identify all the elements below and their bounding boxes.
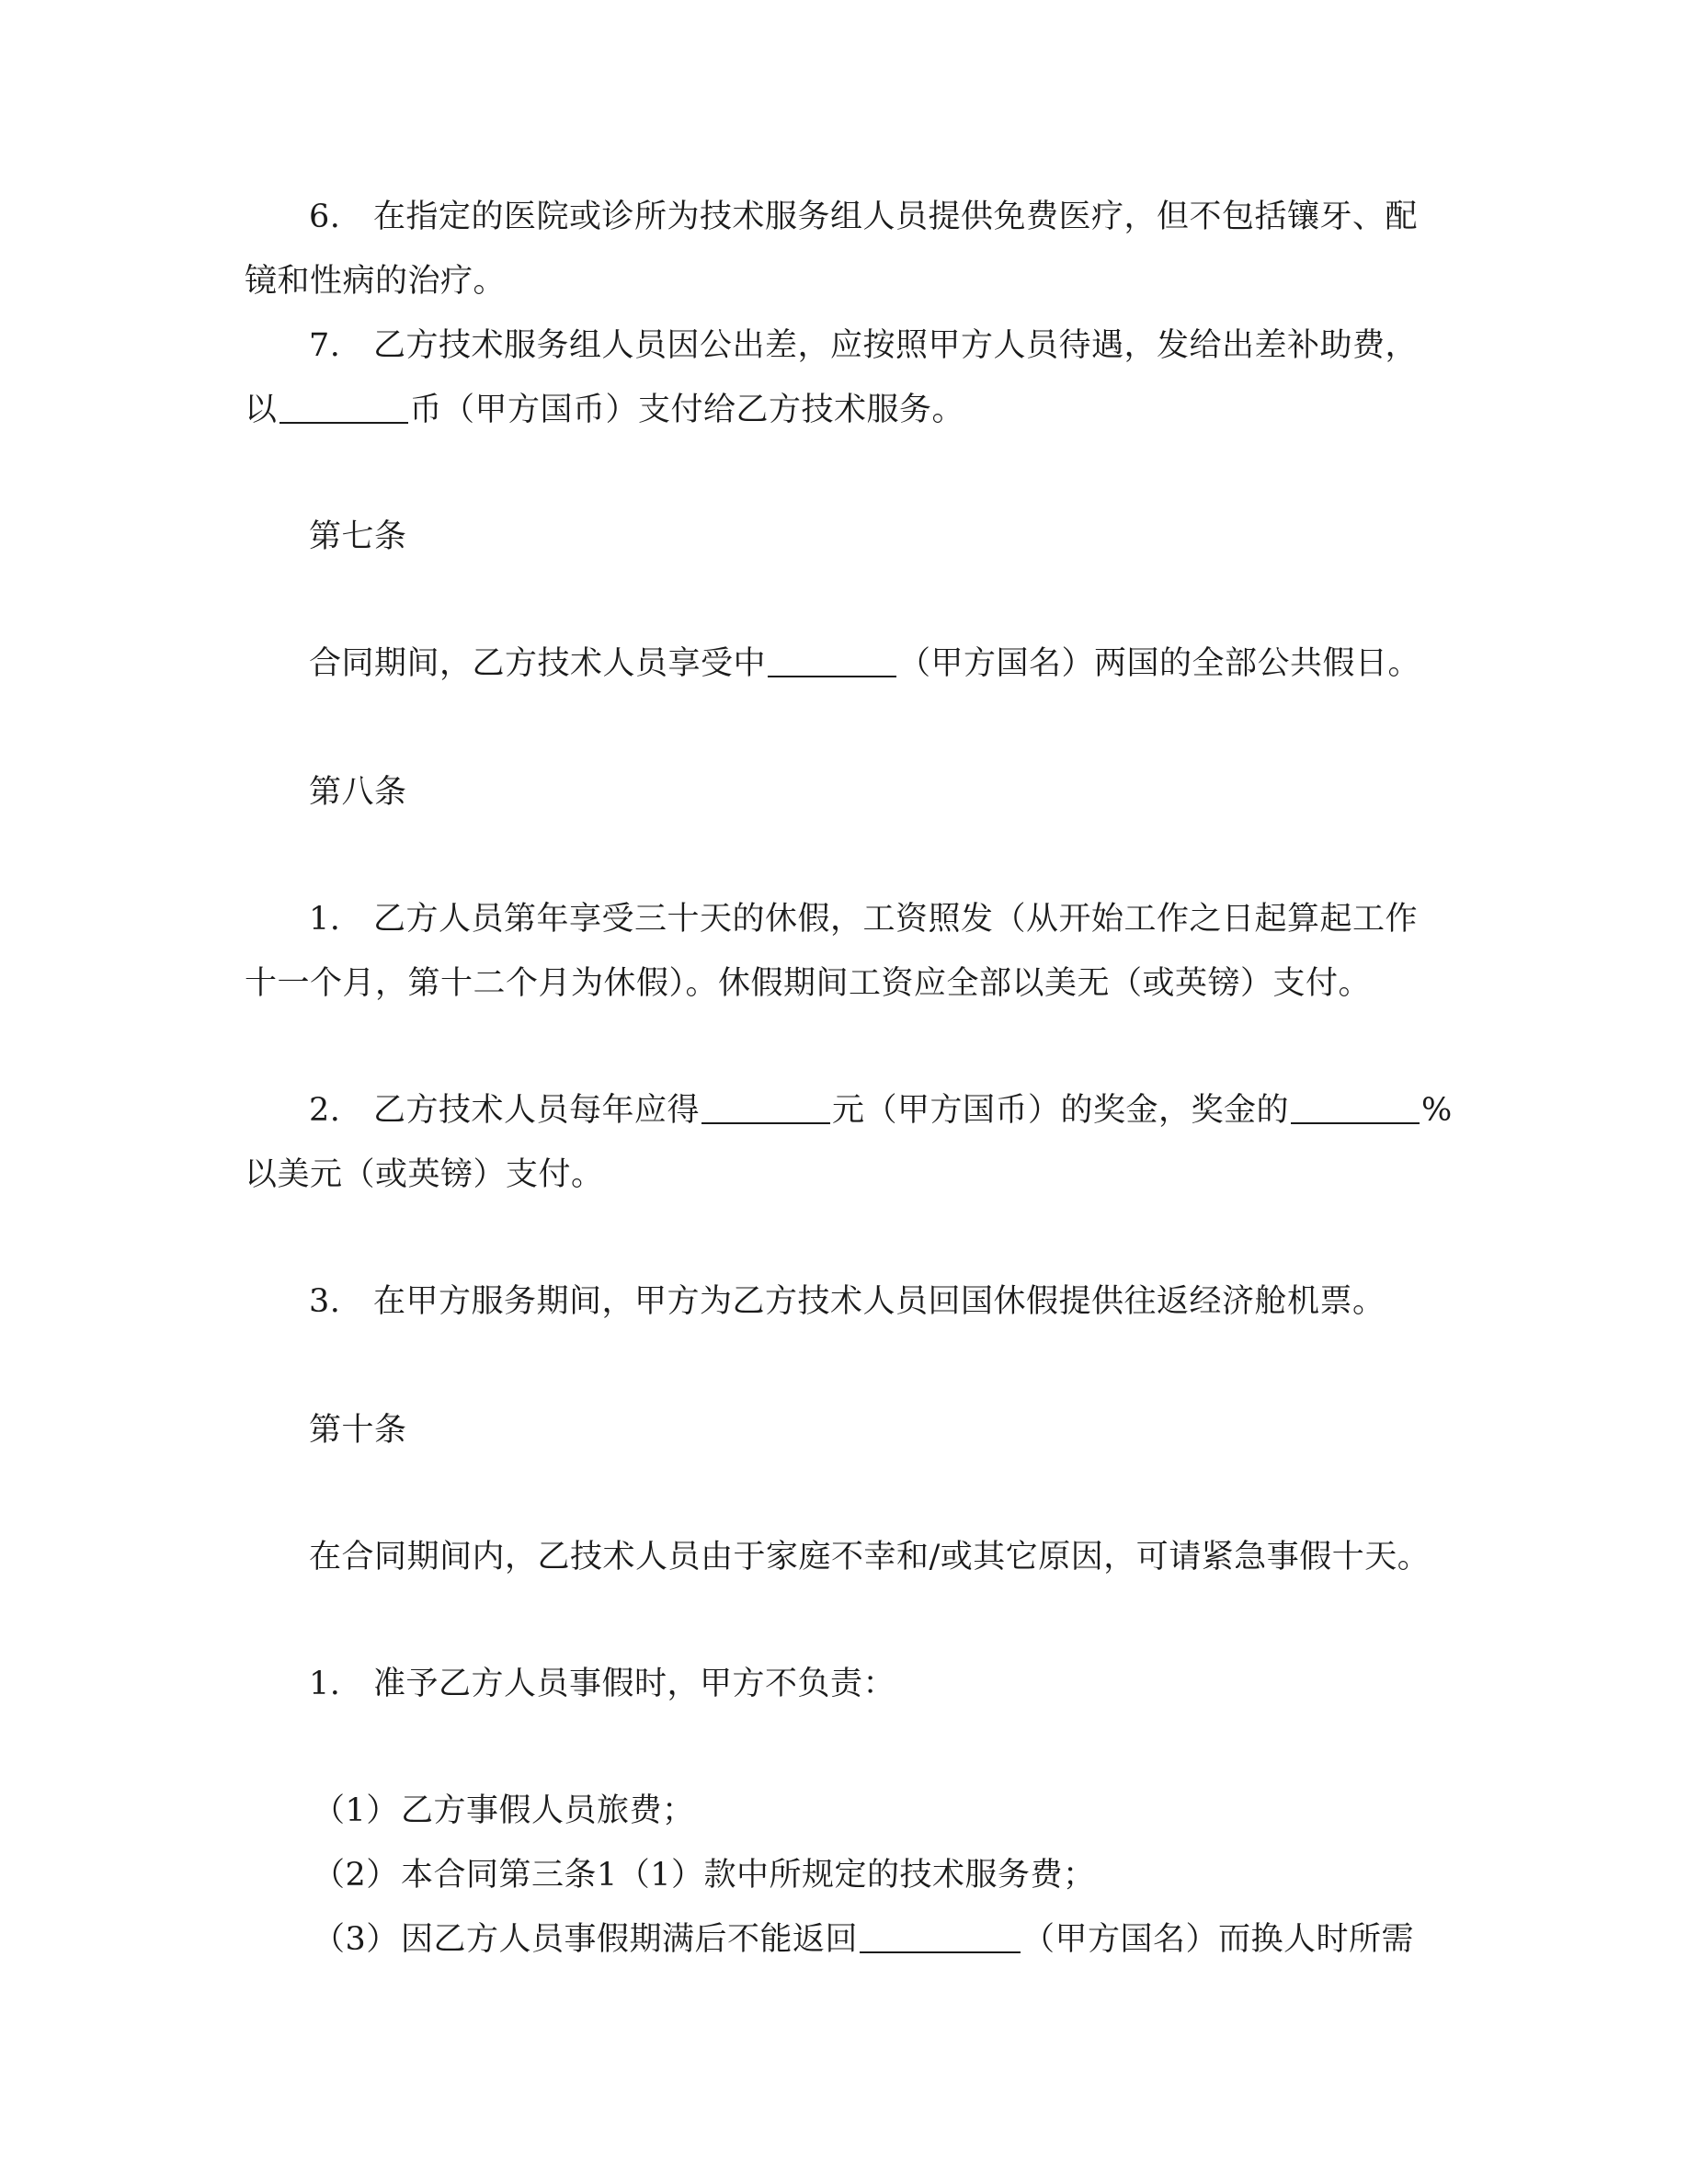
item7-line2 <box>245 390 964 430</box>
article10-item1 <box>309 1664 895 1704</box>
country-name-blank[interactable] <box>768 644 896 677</box>
article8-item2-line2 <box>245 1155 604 1195</box>
article10-heading-text: 第十条 <box>309 1412 407 1449</box>
article8-item2-number: 2. <box>309 1092 341 1129</box>
item6-number: 6. <box>309 199 341 235</box>
article8-item1-text-line1: 乙方人员第年享受三十天的休假，工资照发（从开始工作之日起算起工作 <box>373 901 1419 938</box>
article7-text-a: 合同期间，乙方技术人员享受中 <box>309 645 767 682</box>
bonus-amount-blank[interactable] <box>701 1091 830 1124</box>
article8-item2-text-b: 元（甲方国币）的奖金，奖金的 <box>832 1092 1290 1129</box>
item7-text-line1: 乙方技术服务组人员因公出差，应按照甲方人员待遇，发给出差补助费， <box>373 327 1419 364</box>
article8-item1-text-line2: 十一个月，第十二个月为休假）。休假期间工资应全部以美无（或英镑）支付。 <box>245 965 1372 1002</box>
article8-item2-text-line2: 以美元（或英镑）支付。 <box>245 1156 604 1193</box>
article10-item1-text: 准予乙方人员事假时，甲方不负责： <box>373 1666 896 1702</box>
item6-text-line2: 镜和性病的治疗。 <box>245 263 507 300</box>
item6-text-line1: 在指定的医院或诊所为技术服务组人员提供免费医疗，但不包括镶牙、配 <box>373 199 1419 235</box>
bonus-percent-blank[interactable] <box>1291 1091 1420 1124</box>
article8-item3-text: 在甲方服务期间，甲方为乙方技术人员回国休假提供往返经济舱机票。 <box>373 1283 1386 1320</box>
article8-heading <box>309 772 407 813</box>
article10-heading <box>309 1410 407 1450</box>
article10-body <box>309 1537 1430 1577</box>
article10-item1-number: 1. <box>309 1666 341 1702</box>
article8-item2-text-c: % <box>1421 1092 1453 1129</box>
item7-text-line2-a: 以 <box>245 392 278 428</box>
article8-item3-number: 3. <box>309 1283 341 1320</box>
return-country-blank[interactable] <box>860 1920 1021 1953</box>
sub3-number: （3） <box>313 1921 399 1958</box>
sub2-number: （2） <box>313 1857 399 1894</box>
item7-line1 <box>309 325 1418 366</box>
article8-item1-number: 1. <box>309 901 341 938</box>
sub3-text-a: 因乙方人员事假期满后不能返回 <box>401 1921 859 1958</box>
article8-item1-line2 <box>245 963 1371 1004</box>
article8-item1-line1 <box>309 899 1418 939</box>
sub3-text-b: （甲方国名）而换人时所需 <box>1022 1921 1415 1958</box>
item7-number: 7. <box>309 327 341 364</box>
item7-text-line2-b: 币（甲方国币）支付给乙方技术服务。 <box>409 392 965 428</box>
article10-sub1 <box>313 1791 695 1831</box>
sub1-number: （1） <box>313 1792 399 1829</box>
article7-text-b: （甲方国名）两国的全部公共假日。 <box>898 645 1421 682</box>
sub2-text: 本合同第三条1（1）款中所规定的技术服务费； <box>401 1857 1096 1894</box>
article7-heading <box>309 517 407 557</box>
article10-sub3 <box>313 1919 1414 1960</box>
article8-item2-line1 <box>309 1090 1453 1131</box>
article8-item2-text-a: 乙方技术人员每年应得 <box>373 1092 701 1129</box>
article10-text: 在合同期间内，乙技术人员由于家庭不幸和/或其它原因，可请紧急事假十天。 <box>309 1539 1431 1575</box>
article8-heading-text: 第八条 <box>309 774 407 811</box>
currency-blank[interactable] <box>279 391 408 424</box>
article7-body <box>309 643 1420 684</box>
article10-sub2 <box>313 1855 1096 1895</box>
sub1-text: 乙方事假人员旅费； <box>401 1792 695 1829</box>
item6-line2 <box>245 261 506 301</box>
article7-heading-text: 第七条 <box>309 518 407 555</box>
article8-item3 <box>309 1281 1386 1322</box>
item6-line1 <box>309 197 1418 237</box>
